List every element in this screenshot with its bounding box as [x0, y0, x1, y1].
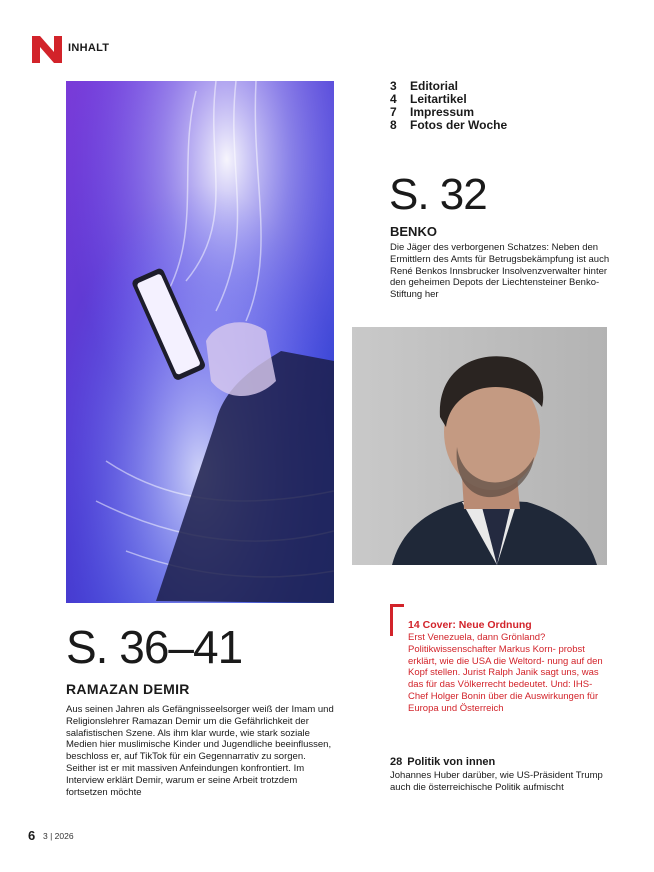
- toc-item[interactable]: 4 Leitartikel: [390, 92, 467, 106]
- demir-heading: RAMAZAN DEMIR: [66, 681, 190, 697]
- benko-heading: BENKO: [390, 224, 437, 239]
- politik-teaser: Johannes Huber darüber, wie US-Präsident Trump auch die österreichische Politik aufmischt: [390, 770, 603, 793]
- issue-number: 3 | 2026: [43, 831, 74, 841]
- toc-item[interactable]: 3 Editorial: [390, 79, 459, 93]
- cover-story-teaser: Erst Venezuela, dann Grönland? Politikwissenschafter Markus Korn- probst erklärt, wie die USA die Weltord- nung auf den Kopf stellen. Jurist Ralph Janik sagt uns, was das für das Völkerrecht bedeutet. Und: IHS-Chef Holger Bonin über die Auswirkungen für Europa und Österreich: [408, 632, 603, 714]
- page-number: 6: [28, 828, 36, 843]
- section-label: INHALT: [68, 42, 110, 54]
- demir-teaser: Aus seinen Jahren als Gefängnisseelsorger weiß der Imam und Religionslehrer Ramazan Demir um die Gefährlichkeit der salafistischen Szene. Als ihm klar wurde, wie stark soziale Medien hier muslimische Kinder und Jugendliche beeinflussen, beschloss er, auf TikTok für ein Gegennarrativ zu sorgen. Seither ist er mit massiven Anfeindungen konfrontiert. Im Interview erklärt Demir, warum er seine Arbeit trotzdem fortsetzen möchte: [66, 704, 334, 798]
- cover-bracket-icon: [390, 604, 404, 636]
- cover-story-title[interactable]: 14 Cover: Neue Ordnung: [408, 619, 532, 631]
- toc-item[interactable]: 7 Impressum: [390, 105, 475, 119]
- n-brand-logo-icon: [32, 36, 62, 63]
- page-number-demir: S. 36–41: [66, 621, 243, 673]
- politik-title[interactable]: 28 Politik von innen: [390, 756, 496, 768]
- portrait-photo: [352, 327, 607, 565]
- toc-item[interactable]: 8 Fotos der Woche: [390, 118, 508, 132]
- contents-list: [390, 80, 507, 132]
- page-number-benko: S. 32: [389, 170, 487, 219]
- benko-teaser: Die Jäger des verborgenen Schatzes: Neben den Ermittlern des Amts für Betrugsbekämpfung ist auch René Benkos Innsbrucker Insolvenzverwalter hinter den geheimen Depots der Liechtensteiner Benko-Stiftung her: [390, 242, 610, 301]
- smartphone-hand-photo: [66, 81, 334, 603]
